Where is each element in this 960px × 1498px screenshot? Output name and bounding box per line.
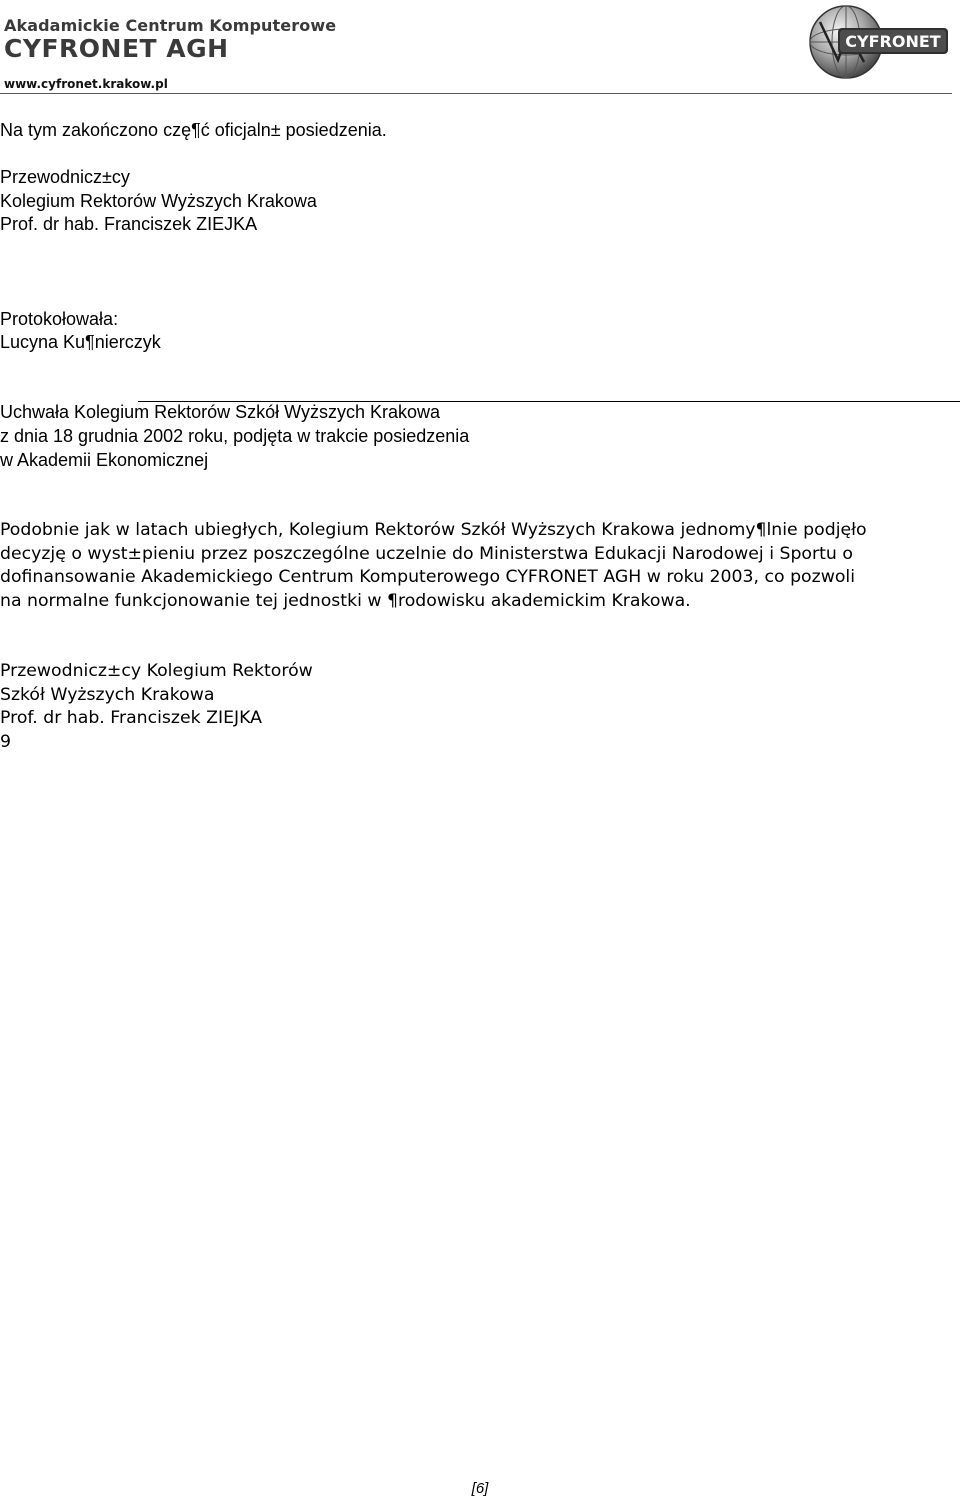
signature-line: Prof. dr hab. Franciszek ZIEJKA bbox=[0, 708, 262, 728]
signature-line: Przewodnicz±cy Kolegium Rektorów bbox=[0, 661, 313, 681]
minutes-label: Protokołowała: bbox=[0, 309, 119, 329]
document-header bbox=[0, 0, 960, 96]
chair-title: Przewodnicz±cy bbox=[0, 167, 130, 187]
org-name: Akadamickie Centrum Komputerowe bbox=[4, 16, 337, 35]
chair-body: Kolegium Rektorów Wyższych Krakowa bbox=[0, 191, 317, 211]
resolution-body-line: dofinansowanie Akademickiego Centrum Komputerowego CYFRONET AGH w roku 2003, co pozwoli bbox=[0, 567, 856, 587]
resolution-body-line: Podobnie jak w latach ubiegłych, Kolegium Rektorów Szkół Wyższych Krakowa jednomy¶lnie podjęło bbox=[0, 520, 867, 540]
page-number: [6] bbox=[471, 1480, 489, 1497]
closing-line: Na tym zakończono czę¶ć oficjaln± posiedzenia. bbox=[0, 120, 387, 140]
resolution-body-line: na normalne funkcjonowanie tej jednostki w ¶rodowisku akademickim Krakowa. bbox=[0, 591, 691, 611]
org-acronym: CYFRONET AGH bbox=[4, 34, 229, 63]
resolution-title-line: w Akademii Ekonomicznej bbox=[0, 450, 209, 470]
signature-line: 9 bbox=[0, 732, 11, 752]
header-divider bbox=[0, 93, 952, 94]
signature-line: Szkół Wyższych Krakowa bbox=[0, 685, 215, 705]
resolution-body-line: decyzję o wyst±pieniu przez poszczególne uczelnie do Ministerstwa Edukacji Narodowej i Sportu o bbox=[0, 544, 853, 564]
logo-wordmark: CYFRONET bbox=[845, 32, 941, 51]
resolution-title-line: Uchwała Kolegium Rektorów Szkół Wyższych Krakowa bbox=[0, 402, 440, 422]
cyfronet-logo bbox=[798, 2, 950, 82]
org-url: www.cyfronet.krakow.pl bbox=[4, 77, 168, 91]
minutes-name: Lucyna Ku¶nierczyk bbox=[0, 332, 161, 352]
resolution-title-line: z dnia 18 grudnia 2002 roku, podjęta w trakcie posiedzenia bbox=[0, 426, 470, 446]
chair-name: Prof. dr hab. Franciszek ZIEJKA bbox=[0, 214, 258, 234]
